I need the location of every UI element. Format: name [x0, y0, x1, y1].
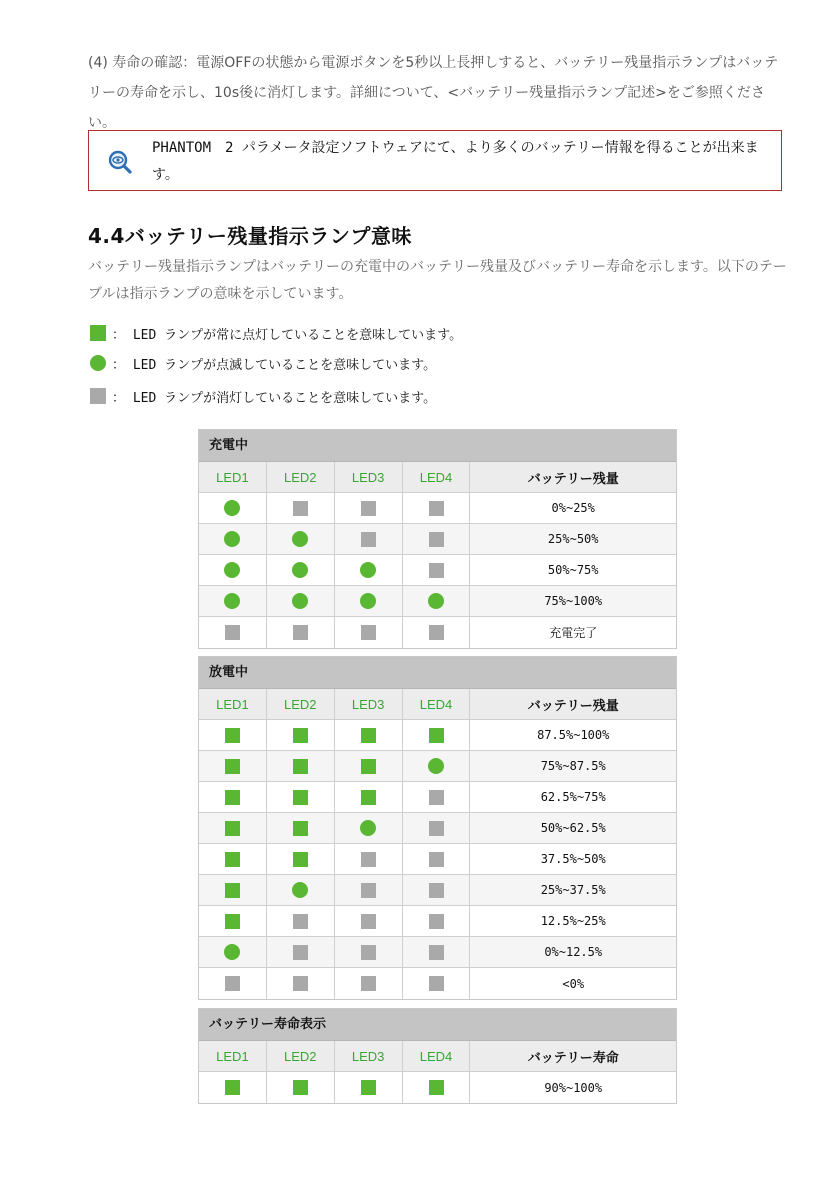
level-value: 75%~100% [544, 594, 603, 608]
led-off-icon [361, 883, 376, 898]
led-off-icon [293, 945, 308, 960]
led-cell [335, 813, 403, 843]
led-cell [335, 844, 403, 874]
level-value: 37.5%~50% [540, 852, 606, 866]
led-cell [403, 968, 471, 999]
led-cell [335, 751, 403, 781]
led-blink-icon [224, 531, 240, 547]
led-cell [267, 586, 335, 616]
level-value: 25%~37.5% [540, 883, 606, 897]
table-row [199, 617, 676, 648]
led-cell [403, 751, 471, 781]
discharging-table [198, 656, 677, 1000]
legend-text: ： LED ランプが消灯していることを意味しています。 [112, 390, 437, 406]
led-off-icon [361, 501, 376, 516]
led-blink-icon [360, 562, 376, 578]
section-title: 4.4バッテリー残量指示ランプ意味 [88, 224, 412, 248]
table-title: バッテリー寿命表示 [199, 1009, 676, 1041]
legend-text: ： LED ランプが点滅していることを意味しています。 [112, 357, 437, 373]
led-cell [199, 906, 267, 936]
table-row [199, 875, 676, 906]
led-off-icon [429, 625, 444, 640]
column-header: バッテリー寿命 [527, 1050, 619, 1066]
led-off-icon [90, 388, 106, 404]
led-cell [199, 1072, 267, 1103]
table-row [199, 813, 676, 844]
led-cell [267, 906, 335, 936]
table-row [199, 751, 676, 782]
led-off-icon [293, 914, 308, 929]
led-solid-icon [225, 1080, 240, 1095]
table-row [199, 524, 676, 555]
led-cell [267, 782, 335, 812]
table-header-row [199, 1041, 676, 1072]
column-header: LED4 [403, 689, 471, 719]
note-text: PHANTOM 2 パラメータ設定ソフトウェアにて、より多くのバッテリー情報を得ることが出来ます。 [152, 140, 759, 183]
led-solid-icon [293, 759, 308, 774]
led-solid-icon [225, 821, 240, 836]
led-blink-icon [292, 531, 308, 547]
led-cell [403, 906, 471, 936]
led-cell [335, 493, 403, 523]
led-blink-icon [428, 758, 444, 774]
column-header: バッテリー残量 [527, 698, 619, 714]
led-solid-icon [293, 852, 308, 867]
level-value: 25%~50% [547, 532, 599, 546]
column-header: バッテリー残量 [527, 471, 619, 487]
table-row [199, 586, 676, 617]
led-solid-icon [361, 790, 376, 805]
led-cell [267, 720, 335, 750]
led-cell [199, 617, 267, 648]
led-solid-icon [225, 914, 240, 929]
led-cell [267, 875, 335, 905]
led-cell [403, 1072, 471, 1103]
led-off-icon [429, 945, 444, 960]
led-cell [199, 968, 267, 999]
led-cell [199, 720, 267, 750]
led-solid-icon [429, 728, 444, 743]
led-blink-icon [360, 820, 376, 836]
led-cell [403, 937, 471, 967]
legend-text: ： LED ランプが常に点灯していることを意味しています。 [112, 327, 463, 343]
led-solid-icon [293, 821, 308, 836]
led-cell [267, 1072, 335, 1103]
legend-item-blink [90, 353, 436, 373]
column-header: LED2 [267, 462, 335, 492]
led-cell [335, 875, 403, 905]
table-title: 充電中 [199, 430, 676, 462]
led-cell [267, 844, 335, 874]
led-cell [403, 813, 471, 843]
led-cell [267, 937, 335, 967]
led-cell [267, 493, 335, 523]
led-off-icon [361, 976, 376, 991]
led-cell [267, 555, 335, 585]
led-cell [403, 720, 471, 750]
led-cell [267, 617, 335, 648]
led-cell [335, 1072, 403, 1103]
led-off-icon [361, 625, 376, 640]
led-solid-icon [361, 728, 376, 743]
table-row [199, 1072, 676, 1103]
led-cell [199, 524, 267, 554]
column-header: LED3 [335, 462, 403, 492]
led-cell [403, 617, 471, 648]
table-row [199, 493, 676, 524]
led-solid-icon [361, 1080, 376, 1095]
led-blink-icon [292, 882, 308, 898]
led-cell [335, 968, 403, 999]
led-cell [199, 586, 267, 616]
led-solid-icon [429, 1080, 444, 1095]
led-cell [199, 844, 267, 874]
magnifier-eye-icon [107, 149, 133, 175]
led-cell [335, 586, 403, 616]
led-cell [403, 875, 471, 905]
led-off-icon [361, 532, 376, 547]
led-cell [199, 493, 267, 523]
led-cell [199, 937, 267, 967]
led-cell [335, 555, 403, 585]
led-solid-icon [225, 852, 240, 867]
section-paragraph: バッテリー残量指示ランプはバッテリーの充電中のバッテリー残量及びバッテリー寿命を示します。以下のテーブルは指示ランプの意味を示しています。 [88, 259, 787, 302]
table-row [199, 906, 676, 937]
column-header: LED1 [199, 462, 267, 492]
led-blink-icon [360, 593, 376, 609]
led-cell [199, 555, 267, 585]
led-solid-icon [293, 728, 308, 743]
led-blink-icon [90, 355, 106, 371]
led-solid-icon [293, 1080, 308, 1095]
level-value: 75%~87.5% [540, 759, 606, 773]
led-blink-icon [428, 593, 444, 609]
column-header: LED1 [199, 689, 267, 719]
led-cell [335, 617, 403, 648]
level-value: 50%~75% [547, 563, 599, 577]
led-cell [335, 906, 403, 936]
level-value: 0%~25% [551, 501, 595, 515]
led-cell [403, 782, 471, 812]
table-row [199, 555, 676, 586]
led-solid-icon [225, 728, 240, 743]
level-value: 12.5%~25% [540, 914, 606, 928]
table-row [199, 844, 676, 875]
led-off-icon [225, 976, 240, 991]
column-header: LED1 [199, 1041, 267, 1071]
column-header: LED2 [267, 1041, 335, 1071]
table-header-row [199, 462, 676, 493]
led-off-icon [429, 501, 444, 516]
led-cell [267, 751, 335, 781]
led-cell [199, 782, 267, 812]
led-off-icon [429, 883, 444, 898]
led-cell [335, 720, 403, 750]
led-off-icon [225, 625, 240, 640]
table-title: 放電中 [199, 657, 676, 689]
column-header: LED2 [267, 689, 335, 719]
level-value: 50%~62.5% [540, 821, 606, 835]
column-header: LED4 [403, 1041, 471, 1071]
led-cell [267, 813, 335, 843]
led-cell [199, 813, 267, 843]
led-cell [199, 751, 267, 781]
led-off-icon [361, 945, 376, 960]
led-solid-icon [225, 790, 240, 805]
led-off-icon [429, 563, 444, 578]
led-cell [403, 555, 471, 585]
led-off-icon [429, 976, 444, 991]
level-value: 62.5%~75% [540, 790, 606, 804]
led-off-icon [361, 914, 376, 929]
table-row [199, 937, 676, 968]
led-cell [403, 524, 471, 554]
led-blink-icon [224, 562, 240, 578]
column-header: LED3 [335, 1041, 403, 1071]
level-value: 87.5%~100% [537, 728, 610, 742]
led-off-icon [293, 976, 308, 991]
led-cell [335, 524, 403, 554]
led-blink-icon [224, 593, 240, 609]
led-blink-icon [292, 593, 308, 609]
charging-table [198, 429, 677, 649]
led-off-icon [429, 532, 444, 547]
led-off-icon [429, 914, 444, 929]
legend-item-off [90, 386, 436, 406]
led-cell [199, 875, 267, 905]
note-box [88, 130, 782, 191]
table-row [199, 720, 676, 751]
table-row [199, 968, 676, 999]
column-header: LED4 [403, 462, 471, 492]
level-value: 0%~12.5% [544, 945, 603, 959]
intro-paragraph: (4) 寿命の確認：電源OFFの状態から電源ボタンを5秒以上長押しすると、バッテリー残量指示ランプはバッテリーの寿命を示し、10s後に消灯します。詳細について、<バッテリー残量指示ランプ記述>をご参照ください。 [88, 55, 779, 131]
led-off-icon [293, 501, 308, 516]
led-cell [335, 782, 403, 812]
battery-life-table [198, 1008, 677, 1104]
led-off-icon [361, 852, 376, 867]
led-cell [267, 968, 335, 999]
level-value: 充電完了 [549, 626, 598, 640]
led-cell [403, 844, 471, 874]
legend-item-on [90, 323, 462, 343]
table-header-row [199, 689, 676, 720]
led-off-icon [293, 625, 308, 640]
led-solid-icon [293, 790, 308, 805]
led-cell [403, 586, 471, 616]
table-row [199, 782, 676, 813]
led-cell [403, 493, 471, 523]
led-solid-icon [361, 759, 376, 774]
led-blink-icon [292, 562, 308, 578]
led-cell [335, 937, 403, 967]
led-cell [267, 524, 335, 554]
column-header: LED3 [335, 689, 403, 719]
led-solid-icon [90, 325, 106, 341]
led-solid-icon [225, 759, 240, 774]
led-off-icon [429, 821, 444, 836]
level-value: <0% [562, 976, 585, 991]
led-off-icon [429, 790, 444, 805]
led-blink-icon [224, 944, 240, 960]
led-off-icon [429, 852, 444, 867]
led-solid-icon [225, 883, 240, 898]
led-blink-icon [224, 500, 240, 516]
level-value: 90%~100% [544, 1080, 603, 1095]
